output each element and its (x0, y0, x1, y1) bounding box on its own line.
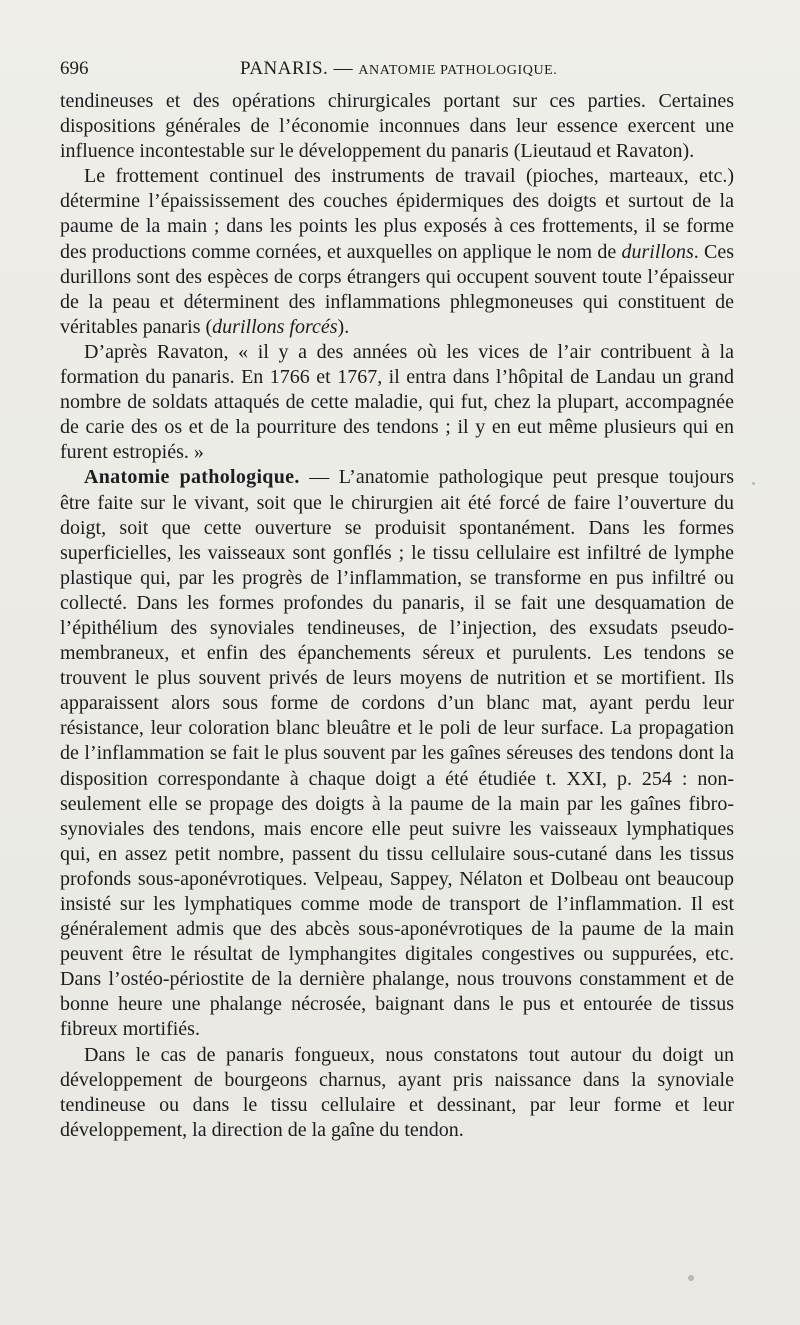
paragraph-durillons (60, 164, 734, 340)
page-number: 696 (60, 58, 89, 79)
running-title-main: PANARIS. (240, 58, 329, 79)
paper-speck (688, 1275, 694, 1281)
paragraph-text: Le frottement continuel des instruments de travail (pioches, marteaux, etc.) détermine l’épaississement des couches épidermiques des doigts et surtout de la paume de la main ; dans les points les plus exposés à ces frottements, il se forme des productions comme cornées, et auxquelles on applique le nom de (60, 165, 734, 263)
paragraph-ravaton-quote: D’après Ravaton, « il y a des années où les vices de l’air contribuent à la formation du panaris. En 1766 et 1767, il entra dans l’hôpital de Landau un grand nombre de soldats attaqués de cette maladie, qui fut, chez la plupart, accompagnée de carie des os et de la pourriture des tendons ; il y en eut même plusieurs qui en furent estropiés. » (60, 340, 734, 464)
paragraph-anatomie (60, 465, 734, 1042)
paragraph-continuation: tendineuses et des opérations chirurgicales portant sur ces parties. Certaines dispositions générales de l’économie inconnues dans leur essence exercent une influence incontestable sur le développement du panaris (Lieutaud et Ravaton). (60, 90, 734, 163)
page-body (60, 89, 734, 1143)
running-title-separator: — (333, 58, 354, 79)
paragraph-text: . Ces durillons sont des espèces de corps étrangers qui occupent souvent toute l’épaisseur de la peau et déterminent des inflammations phlegmoneuses qui constituent de véritables panaris ( (60, 240, 735, 338)
running-title-sub: ANATOMIE PATHOLOGIQUE. (358, 63, 558, 78)
paragraph-text: — L’anatomie pathologique peut presque toujours être faite sur le vivant, soit que le chirurgien ait été forcé de faire l’ouverture du doigt, soit que cette ouverture se produisit spontanément. Dans les formes superficielles, les vaisseaux sont gonflés ; le tissu cellulaire est infiltré de lymphe plastique qui, par les progrès de l’inflammation, se transforme en pus infiltré ou collecté. Dans les formes profondes du panaris, il se fait une desquamation de l’épithélium des synoviales tendineuses, de l’injection, des exsudats pseudo-membraneux, et enfin des épanchements séreux et purulents. Les tendons se trouvent le plus souvent privés de leurs moyens de nutrition et se mortifient. Ils apparaissent alors sous forme de cordons d’un blanc mat, ayant perdu leur résistance, leur coloration blanc bleuâtre et le poli de leur surface. La propagation de l’inflammation se fait le plus souvent par les gaînes séreuses des tendons dont la disposition correspondante à chaque doigt a été étudiée t. XXI, p. 254 : non-seulement elle se propage des doigts à la paume de la main par les gaînes fibro-synoviales des tendons, mais encore elle peut suivre les vaisseaux lymphatiques qui, en assez petit nombre, passent du tissu cellulaire sous-cutané dans les tissus profonds sous-aponévrotiques. Velpeau, Sappey, Nélaton et Dolbeau ont beaucoup insisté sur les lymphatiques comme mode de transport de l’inflammation. Il est généralement admis que des abcès sous-aponévrotiques de la paume de la main peuvent être le résultat de lymphangites digitales congestives ou suppurées, etc. Dans l’ostéo-périostite de la dernière phalange, nous trouvons constamment et de bonne heure une phalange nécrosée, baignant dans le pus et entourée de tissus fibreux mortifiés. (60, 466, 734, 1041)
paper-speck (752, 482, 755, 485)
italic-term-durillons-forces: durillons forcés (212, 315, 338, 338)
paragraph-text: ). (337, 315, 350, 338)
italic-term-durillons: durillons (621, 240, 694, 263)
running-title (240, 58, 557, 80)
running-header (60, 58, 740, 84)
section-heading-anatomie-pathologique: Anatomie pathologique. (84, 466, 300, 489)
paragraph-panaris-fongueux: Dans le cas de panaris fongueux, nous constatons tout autour du doigt un développement de bourgeons charnus, ayant pris naissance dans la synoviale tendineuse ou dans le tissu cellulaire et dessinant, par leur forme et leur développement, la direction de la gaîne du tendon. (60, 1043, 734, 1141)
